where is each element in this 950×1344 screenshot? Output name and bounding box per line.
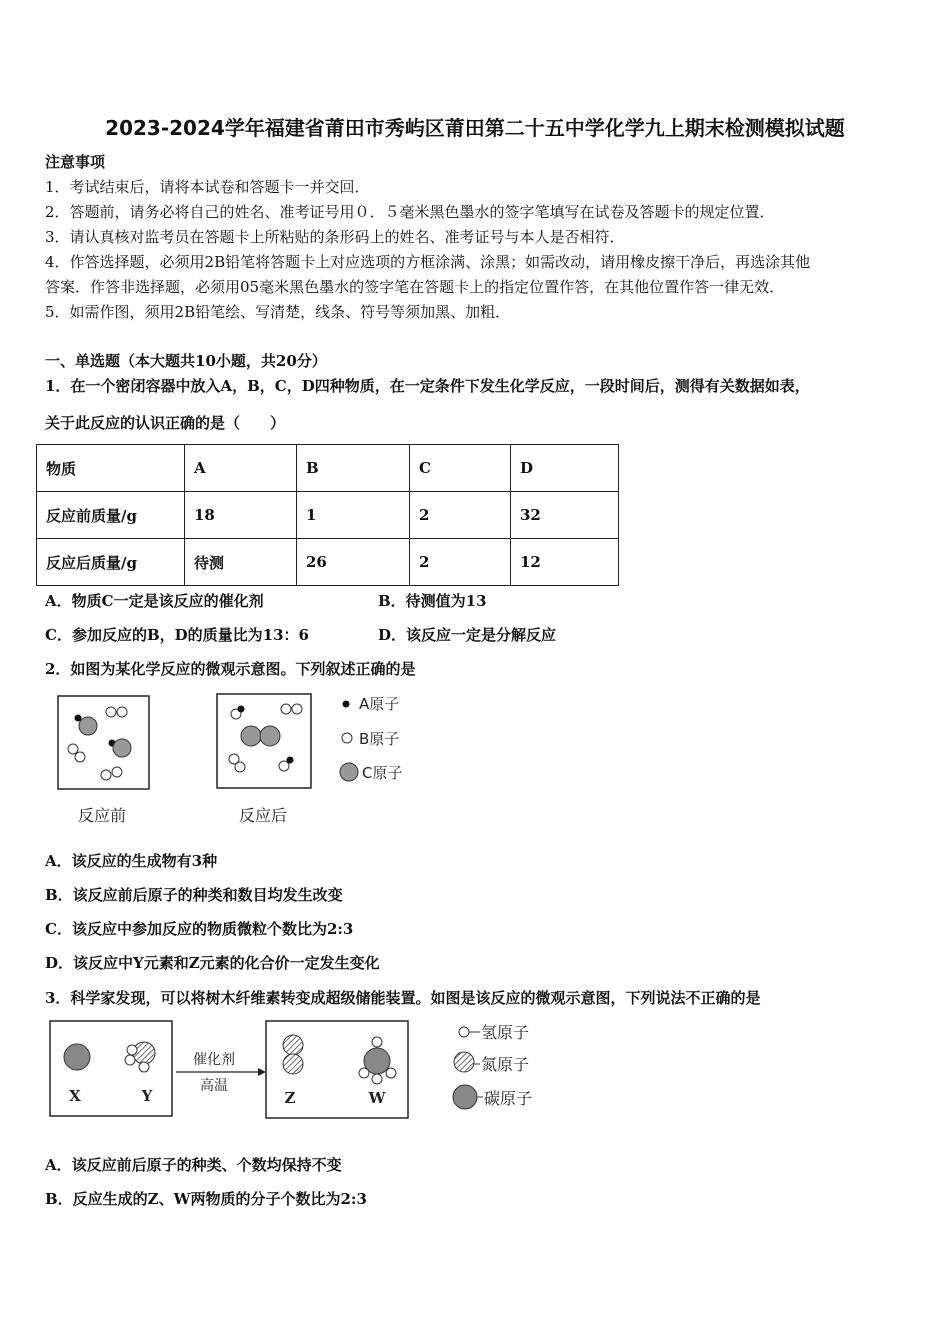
q3-option-b: B．反应生成的Z、W两物质的分子个数比为2:3 (45, 1190, 367, 1208)
table-cell: 反应后质量/g (37, 539, 185, 586)
q2-option-c: C．该反应中参加反应的物质微粒个数比为2:3 (45, 920, 354, 938)
note-item: 答案．作答非选择题，必须用05毫米黑色墨水的签字笔在答题卡上的指定位置作答，在其他位置作答一律无效． (45, 278, 785, 296)
q2-stem: 2．如图为某化学反应的微观示意图。下列叙述正确的是 (45, 660, 416, 678)
molecule-cc (241, 726, 280, 746)
label-z: Z (284, 1089, 296, 1107)
q1-option-d: D．该反应一定是分解反应 (378, 626, 557, 644)
note-item: 4．作答选择题，必须用2B铅笔将答题卡上对应选项的方框涂满、涂黑；如需改动，请用橡皮擦干净后，再选涂其他 (45, 253, 811, 271)
c-atom-icon (340, 763, 358, 781)
table-cell: 18 (185, 492, 297, 539)
hydrogen-atom-icon (459, 1027, 469, 1037)
table-row (37, 492, 619, 539)
molecule-bb (101, 767, 122, 780)
note-item: 5．如需作图，须用2B铅笔绘、写清楚，线条、符号等须加黑、加粗． (45, 303, 511, 321)
legend-c: C原子 (362, 764, 403, 782)
q2-option-d: D．该反应中Y元素和Z元素的化合价一定发生变化 (45, 954, 380, 972)
table-cell: 1 (297, 492, 410, 539)
molecule-ac (109, 739, 132, 757)
carbon-atom (64, 1044, 90, 1070)
nitrogen-atom-icon (454, 1052, 474, 1072)
molecule-bb (281, 704, 302, 714)
legend-carbon: 碳原子 (484, 1089, 533, 1108)
q3-option-a: A．该反应前后原子的种类、个数均保持不变 (45, 1156, 342, 1174)
table-cell: 12 (511, 539, 619, 586)
q1-option-b: B．待测值为13 (378, 592, 487, 610)
table-cell: 26 (297, 539, 410, 586)
table-cell: 反应前质量/g (37, 492, 185, 539)
table-cell: 2 (410, 492, 511, 539)
legend-a: A原子 (359, 695, 400, 713)
table-row (37, 539, 619, 586)
label-y: Y (141, 1087, 153, 1105)
note-item: 1．考试结束后，请将本试卷和答题卡一并交回． (45, 178, 370, 196)
molecule-ab (231, 706, 245, 720)
table-cell: 待测 (185, 539, 297, 586)
label-x: X (69, 1087, 81, 1105)
carbon-atom-icon (453, 1085, 477, 1109)
after-label: 反应后 (238, 806, 288, 825)
molecule-bb (68, 744, 85, 762)
molecule-nh3 (125, 1042, 155, 1072)
q1-stem-line2: 关于此反应的认识正确的是（ ） (45, 414, 286, 432)
q2-option-b: B．该反应前后原子的种类和数目均发生改变 (45, 886, 343, 904)
before-label: 反应前 (77, 806, 127, 825)
molecule-bb (229, 754, 245, 772)
q1-stem-line1: 1．在一个密闭容器中放入A，B，C，D四种物质，在一定条件下发生化学反应，一段时间后，测得有关数据如表， (45, 377, 810, 395)
table-cell: B (297, 445, 410, 492)
table-cell: 2 (410, 539, 511, 586)
legend-hydrogen: 氢原子 (481, 1023, 530, 1042)
q2-option-a: A．该反应的生成物有3种 (45, 852, 218, 870)
molecule-ab (279, 757, 294, 772)
table-row (37, 445, 619, 492)
legend-b: B原子 (359, 730, 400, 748)
table-cell: 物质 (37, 445, 185, 492)
q3-stem: 3．科学家发现，可以将树木纤维素转变成超级储能装置。如图是该反应的微观示意图，下列说法不正确的是 (45, 989, 761, 1007)
q2-reaction-diagram (40, 688, 440, 833)
q3-reaction-diagram (40, 1015, 560, 1125)
molecule-ch4 (359, 1037, 396, 1084)
q1-option-c: C．参加反应的B，D的质量比为13：6 (45, 626, 309, 644)
legend-nitrogen: 氮原子 (481, 1055, 530, 1074)
section-heading: 一、单选题（本大题共10小题，共20分） (45, 352, 327, 370)
label-w: W (368, 1089, 386, 1107)
note-item: 2．答题前，请务必将自己的姓名、准考证号用０．５毫米黑色墨水的签字笔填写在试卷及答题卡的规定位置． (45, 203, 775, 221)
catalyst-label: 催化剂 (193, 1052, 235, 1068)
notes-heading: 注意事项 (45, 153, 106, 171)
molecule-n2 (283, 1035, 303, 1074)
a-atom-icon (343, 701, 350, 708)
molecule-bb (106, 707, 127, 717)
q1-data-table (36, 444, 619, 586)
note-item: 3．请认真核对监考员在答题卡上所粘贴的条形码上的姓名、准考证号与本人是否相符． (45, 228, 625, 246)
arrow-head-icon (258, 1068, 266, 1076)
q1-option-a: A．物质C一定是该反应的催化剂 (45, 592, 264, 610)
table-cell: D (511, 445, 619, 492)
table-cell: A (185, 445, 297, 492)
table-cell: 32 (511, 492, 619, 539)
b-atom-icon (342, 733, 352, 743)
page-title: 2023-2024学年福建省莆田市秀屿区莆田第二十五中学化学九上期末检测模拟试题 (105, 116, 845, 140)
table-cell: C (410, 445, 511, 492)
molecule-ac (75, 715, 98, 736)
condition-label: 高温 (200, 1078, 228, 1094)
